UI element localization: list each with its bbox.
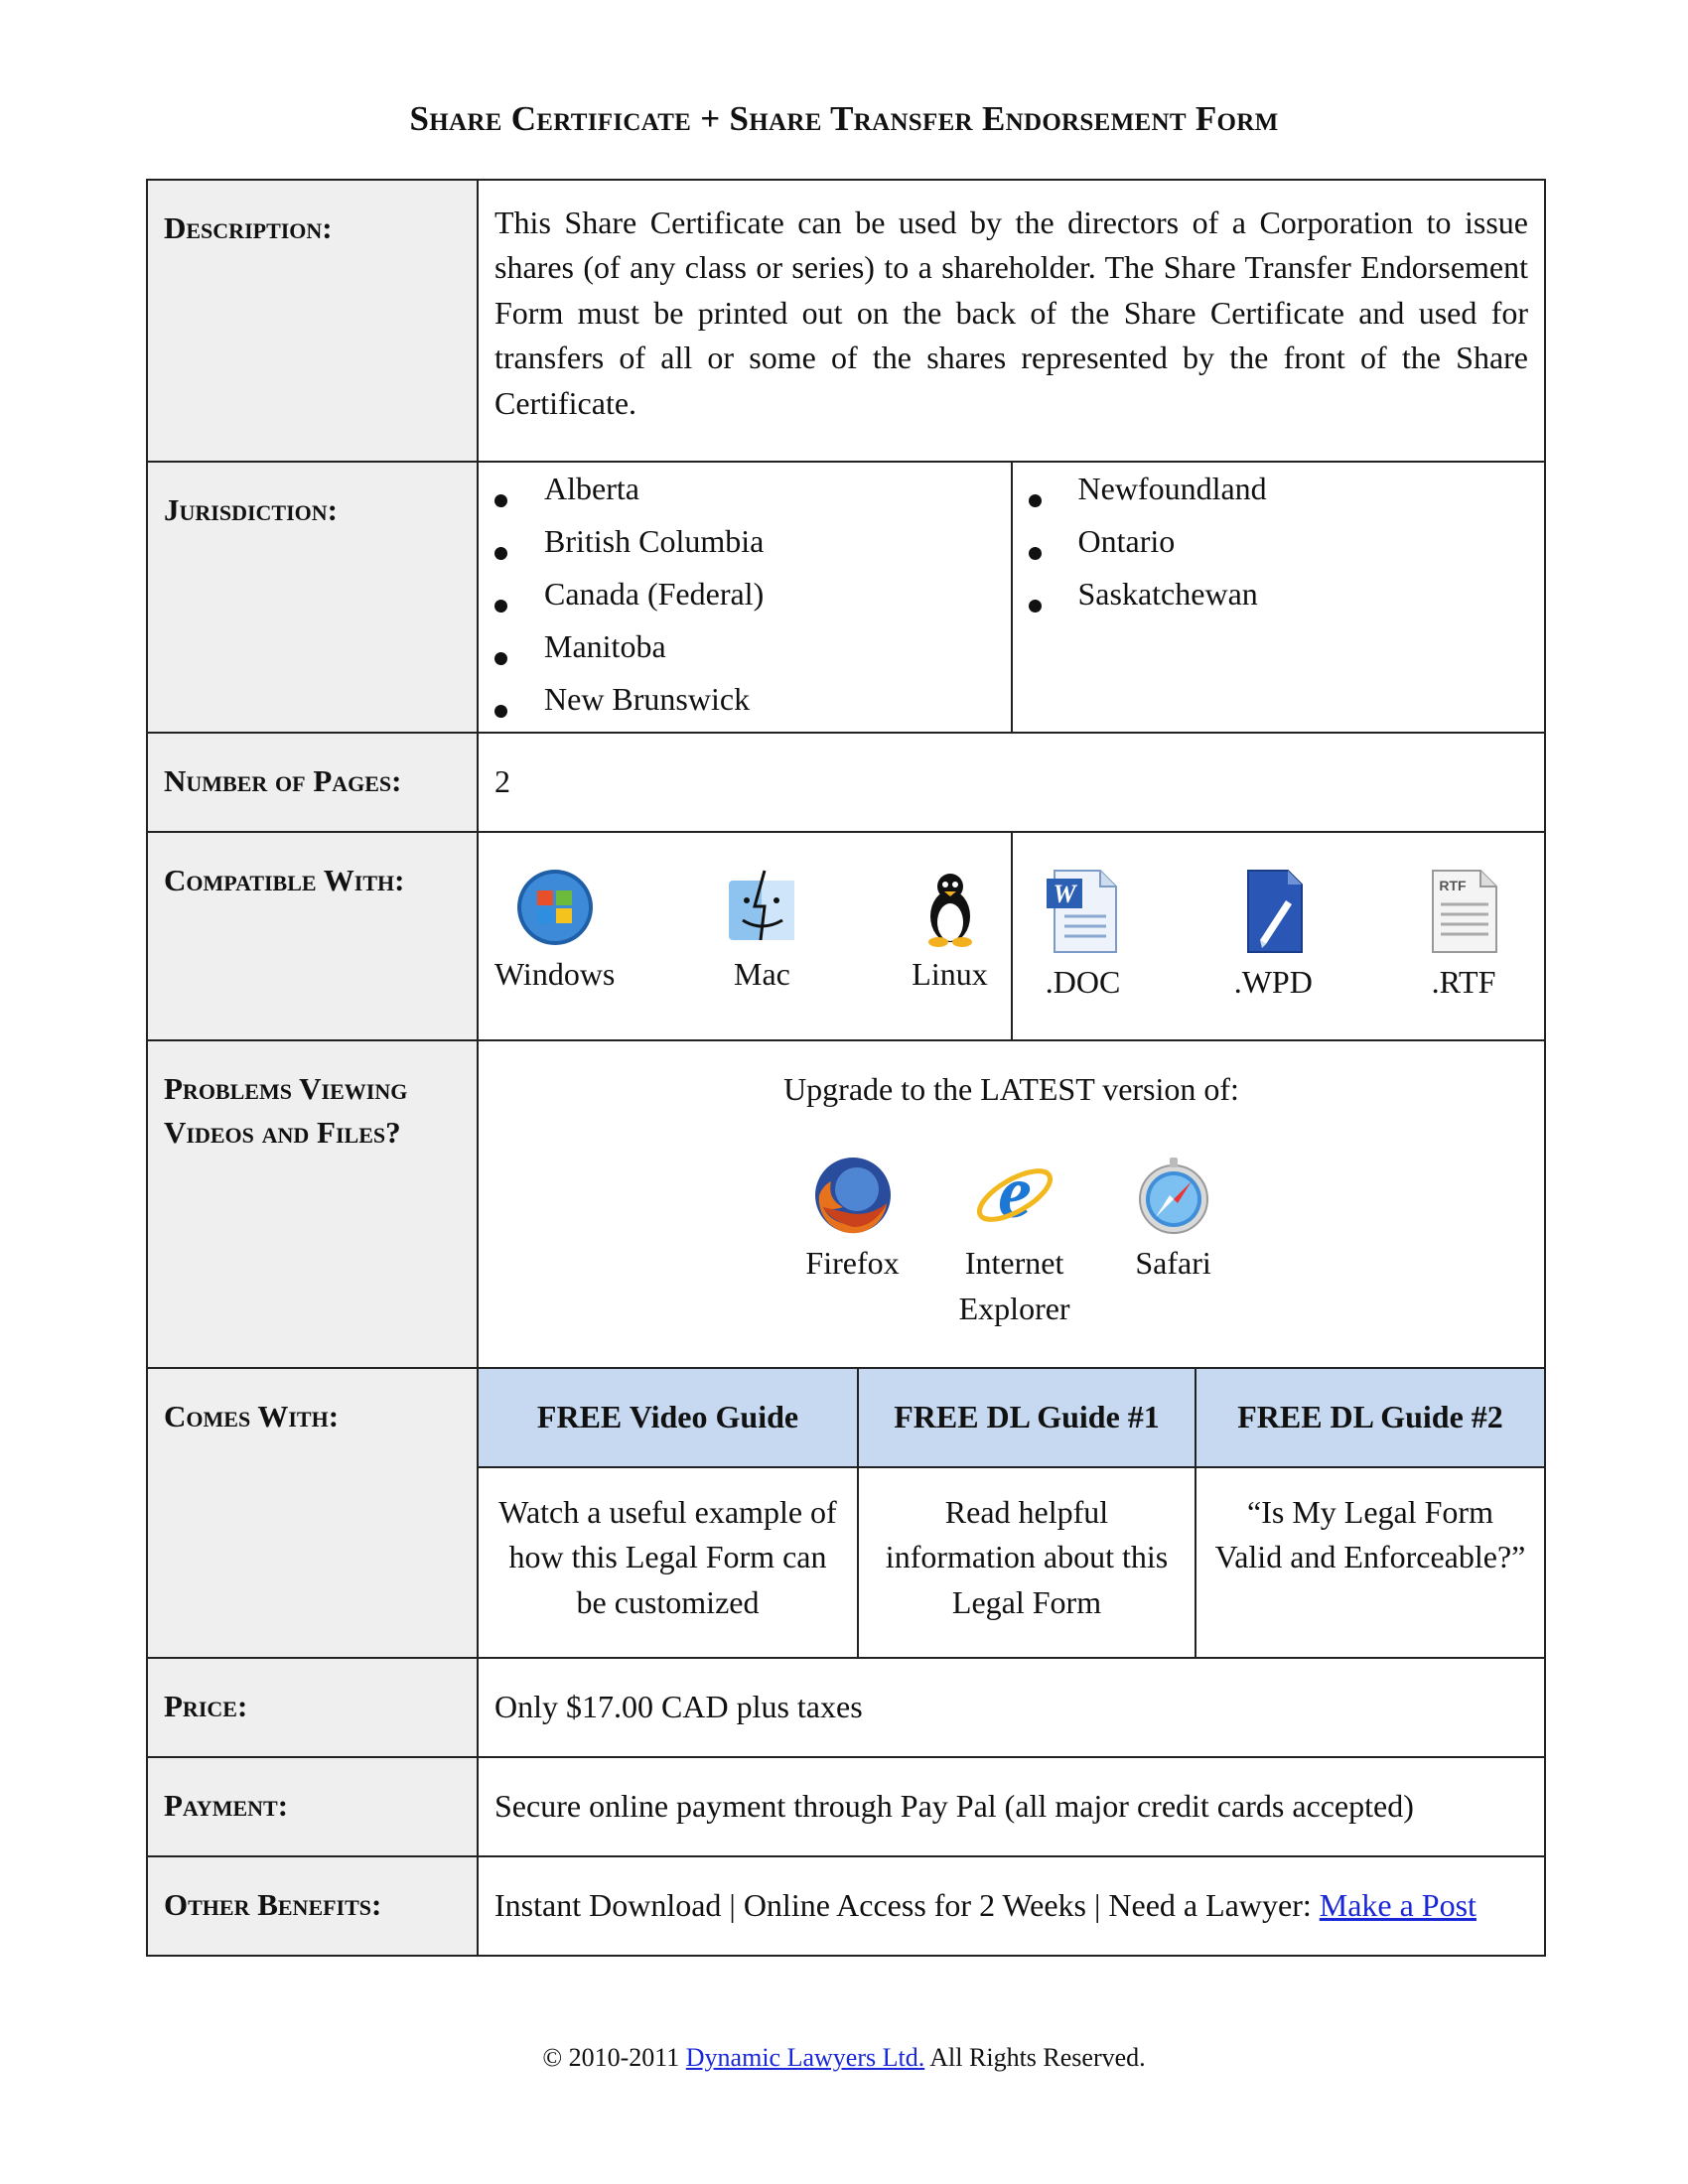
dl-guide-1-description: Read helpful information about this Legal Form <box>858 1467 1196 1657</box>
format-doc <box>1043 867 1124 1005</box>
comes-with-row <box>147 1368 1545 1658</box>
os-label: Linux <box>912 956 988 992</box>
pages-value: 2 <box>494 763 510 799</box>
rtf-document-icon <box>1423 867 1504 956</box>
browser-safari[interactable] <box>1130 1152 1217 1331</box>
windows-icon <box>514 867 596 948</box>
os-linux <box>910 867 991 997</box>
svg-text:e: e <box>997 1152 1032 1235</box>
description-row <box>147 180 1545 462</box>
dynamic-lawyers-link[interactable]: Dynamic Lawyers Ltd. <box>685 2043 925 2072</box>
upgrade-text: Upgrade to the LATEST version of: <box>783 1071 1239 1107</box>
browser-label: Safari <box>1135 1245 1211 1282</box>
price-value: Only $17.00 CAD plus taxes <box>494 1689 863 1724</box>
jurisdiction-item: Alberta <box>494 469 1011 521</box>
os-label: Mac <box>734 956 790 992</box>
footer <box>0 2043 1688 2073</box>
pages-row <box>147 733 1545 832</box>
os-label: Windows <box>494 956 616 992</box>
pages-label: Number of Pages: <box>147 733 478 832</box>
safari-icon <box>1130 1152 1217 1239</box>
compatible-label: Compatible With: <box>147 832 478 1040</box>
payment-label: Payment: <box>147 1757 478 1856</box>
word-document-icon <box>1043 867 1124 956</box>
description-text: This Share Certificate can be used by the directors of a Corporation to issue shares (of any class or series) to a shareholder. The Share Transfer Endorsement Form must be printed out on the back of the Share Certificate and used for transfers of all or some of the shares represented by the front of the Share Certificate. <box>494 205 1528 421</box>
video-guide-description: Watch a useful example of how this Legal Form can be customized <box>498 1494 837 1620</box>
browser-label-line2: Explorer <box>958 1290 1070 1326</box>
browser-internet-explorer[interactable] <box>959 1152 1070 1331</box>
os-windows <box>494 867 615 997</box>
jurisdiction-item: Manitoba <box>494 626 1011 679</box>
dl-guide-1-header[interactable]: FREE DL Guide #1 <box>858 1369 1196 1467</box>
format-label: .DOC <box>1045 964 1121 1000</box>
form-details-table <box>146 179 1546 1957</box>
benefits-label: Other Benefits: <box>147 1856 478 1956</box>
description-label: Description: <box>147 180 478 462</box>
browser-label-line1: Internet <box>964 1245 1064 1282</box>
format-wpd <box>1232 867 1314 1005</box>
internet-explorer-icon <box>971 1152 1058 1239</box>
problems-label <box>147 1040 478 1368</box>
wordperfect-document-icon <box>1232 867 1314 956</box>
jurisdiction-list-1 <box>479 463 1011 732</box>
payment-value: Secure online payment through Pay Pal (all major credit cards accepted) <box>494 1788 1414 1824</box>
jurisdiction-item: British Columbia <box>494 521 1011 574</box>
format-label: .WPD <box>1233 964 1313 1000</box>
problems-label-line2: Videos and Files? <box>164 1115 401 1151</box>
jurisdiction-list-2 <box>1013 463 1545 626</box>
os-mac <box>721 867 802 997</box>
jurisdiction-item: Newfoundland <box>1029 469 1545 521</box>
jurisdiction-item: New Brunswick <box>494 679 1011 732</box>
jurisdiction-item: Canada (Federal) <box>494 574 1011 626</box>
jurisdiction-item: Ontario <box>1029 521 1545 574</box>
linux-penguin-icon <box>910 867 991 948</box>
svg-text:W: W <box>1052 880 1076 908</box>
format-rtf <box>1423 867 1504 1005</box>
problems-label-line1: Problems Viewing <box>164 1071 408 1106</box>
problems-row <box>147 1040 1545 1368</box>
firefox-icon <box>809 1152 897 1239</box>
video-guide-header[interactable]: FREE Video Guide <box>479 1369 858 1467</box>
payment-row <box>147 1757 1545 1856</box>
jurisdiction-item: Saskatchewan <box>1029 574 1545 626</box>
mac-finder-icon <box>721 867 802 948</box>
make-a-post-link[interactable]: Make a Post <box>1319 1887 1477 1923</box>
footer-copyright: © 2010-2011 <box>542 2043 686 2072</box>
footer-rights: All Rights Reserved. <box>924 2043 1146 2072</box>
format-label: .RTF <box>1431 964 1496 1000</box>
benefits-row <box>147 1856 1545 1956</box>
page-title: Share Certificate + Share Transfer Endorsement Form <box>409 99 1279 138</box>
browser-label: Firefox <box>805 1245 900 1282</box>
jurisdiction-label: Jurisdiction: <box>147 462 478 733</box>
jurisdiction-row <box>147 462 1545 733</box>
price-row <box>147 1658 1545 1757</box>
price-label: Price: <box>147 1658 478 1757</box>
comes-with-label: Comes With: <box>147 1368 478 1658</box>
browser-firefox[interactable] <box>805 1152 899 1331</box>
compatible-row <box>147 832 1545 1040</box>
dl-guide-2-description: “Is My Legal Form Valid and Enforceable?” <box>1196 1467 1544 1657</box>
svg-text:RTF: RTF <box>1439 878 1467 893</box>
dl-guide-2-header[interactable]: FREE DL Guide #2 <box>1196 1369 1544 1467</box>
benefits-text: Instant Download | Online Access for 2 Weeks | Need a Lawyer: <box>494 1887 1320 1923</box>
